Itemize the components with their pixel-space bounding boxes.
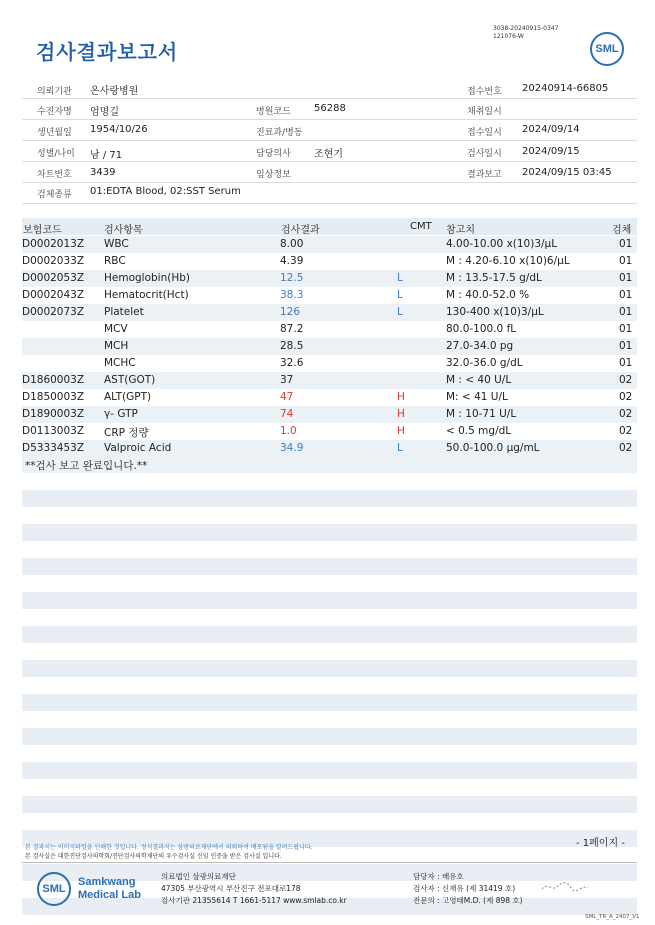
table-row	[22, 270, 637, 287]
examinee-label: 수진자명	[37, 107, 72, 117]
empty-row	[22, 660, 637, 677]
header-result: 검사결과	[281, 225, 320, 236]
test-result: 1.0	[280, 425, 297, 437]
header-specimen: 검체	[612, 225, 632, 236]
image-notice: 본 결과지는 이미지파일을 인쇄한 것입니다. 정식결과지는 삼광의료재단에서 의뢰하여 배포됨을 알려드립니다.	[25, 844, 313, 851]
test-name: Hematocrit(Hct)	[104, 289, 189, 301]
brand-line1: Samkwang	[78, 876, 136, 888]
specimen-code: 01	[619, 289, 633, 301]
reference-range: 80.0-100.0 fL	[446, 323, 517, 335]
dept-label: 진료과/병동	[256, 128, 303, 138]
empty-row	[22, 796, 637, 813]
test-code: D1860003Z	[22, 374, 85, 386]
page-number: - 1페이지 -	[576, 838, 625, 849]
specimen-code: 02	[619, 408, 633, 420]
test-result: 34.9	[280, 442, 304, 454]
signature	[540, 880, 590, 894]
examinee-value: 엄명길	[90, 107, 119, 118]
empty-row	[22, 490, 637, 507]
collect-date-label: 채취일시	[467, 107, 502, 117]
result-flag: H	[397, 425, 405, 437]
accept-date-label: 접수일시	[467, 128, 502, 138]
result-flag: L	[397, 289, 403, 301]
test-result: 74	[280, 408, 294, 420]
test-code: D0002033Z	[22, 255, 85, 267]
specimen-code: 01	[619, 255, 633, 267]
divider	[22, 161, 637, 162]
header-cmt: CMT	[410, 221, 432, 232]
test-name: WBC	[104, 238, 129, 250]
report-date-value: 2024/09/15 03:45	[522, 167, 612, 178]
accept-no-label: 접수번호	[467, 87, 502, 97]
accreditation-notice: 본 검사실은 대한진단검사의학회/진단검사의학재단의 우수검사실 신임 인증을 받은 검사실 입니다.	[25, 853, 282, 860]
table-row	[22, 406, 637, 423]
divider	[22, 182, 637, 183]
sex-age-label: 성별/나이	[37, 149, 75, 159]
reference-range: 50.0-100.0 μg/mL	[446, 442, 540, 454]
form-version: SML_TR_A_2407_V1	[585, 914, 640, 920]
specimen-code: 01	[619, 340, 633, 352]
clinical-label: 임상정보	[256, 170, 291, 180]
birth-value: 1954/10/26	[90, 124, 148, 135]
report-date-label: 결과보고	[467, 170, 502, 180]
empty-row	[22, 728, 637, 745]
reference-range: 130-400 x(10)3/μL	[446, 306, 544, 318]
table-row	[22, 338, 637, 355]
specimen-code: 02	[619, 391, 633, 403]
specimen-code: 01	[619, 323, 633, 335]
accept-date-value: 2024/09/14	[522, 124, 580, 135]
table-row	[22, 372, 637, 389]
reference-range: < 0.5 mg/dL	[446, 425, 512, 437]
result-flag: H	[397, 408, 405, 420]
test-result: 37	[280, 374, 294, 386]
sex-age-value: 남 / 71	[90, 150, 123, 161]
table-row	[22, 304, 637, 321]
test-name: Valproic Acid	[104, 442, 172, 454]
reference-range: M : 40.0-52.0 %	[446, 289, 530, 301]
specimen-code: 01	[619, 272, 633, 284]
document-id	[493, 25, 558, 41]
header-name: 검사항목	[104, 225, 143, 236]
result-flag: H	[397, 391, 405, 403]
brand-line2: Medical Lab	[78, 889, 141, 901]
hospital-code-label: 병원코드	[256, 107, 291, 117]
sml-logo: SML	[590, 32, 624, 66]
test-code: D0002073Z	[22, 306, 85, 318]
test-code: D5333453Z	[22, 442, 85, 454]
doctor-label: 담당의사	[256, 149, 291, 159]
result-flag: L	[397, 272, 403, 284]
table-row	[22, 253, 637, 270]
divider	[22, 98, 637, 99]
hospital-value: 온사랑병원	[90, 86, 139, 97]
specimen-code: 01	[619, 238, 633, 250]
table-row	[22, 423, 637, 440]
test-result: 12.5	[280, 272, 304, 284]
reference-range: M : < 40 U/L	[446, 374, 512, 386]
staff-tester: 검사자 : 신재유 (제 31419 호)	[413, 884, 516, 893]
empty-row	[22, 524, 637, 541]
test-name: Platelet	[104, 306, 144, 318]
empty-row	[22, 558, 637, 575]
test-date-label: 검사일시	[467, 149, 502, 159]
specimen-code: 02	[619, 425, 633, 437]
test-date-value: 2024/09/15	[522, 146, 580, 157]
staff-manager: 담당자 : 배유호	[413, 872, 464, 881]
test-name: CRP 정량	[104, 427, 149, 439]
header-code: 보험코드	[23, 225, 62, 236]
reference-range: 27.0-34.0 pg	[446, 340, 514, 352]
test-name: Hemoglobin(Hb)	[104, 272, 191, 284]
specimen-code: 01	[619, 306, 633, 318]
test-name: RBC	[104, 255, 126, 267]
divider	[22, 203, 637, 204]
test-result: 8.00	[280, 238, 304, 250]
complete-note: **검사 보고 완료입니다.**	[25, 460, 148, 472]
test-result: 32.6	[280, 357, 304, 369]
specimen-code: 02	[619, 374, 633, 386]
reference-range: M : 13.5-17.5 g/dL	[446, 272, 542, 284]
table-row	[22, 236, 637, 253]
test-code: D0002053Z	[22, 272, 85, 284]
empty-row	[22, 626, 637, 643]
test-result: 4.39	[280, 255, 304, 267]
result-flag: L	[397, 442, 403, 454]
footer-sml-logo: SML	[37, 872, 71, 906]
table-row	[22, 321, 637, 338]
test-code: D1890003Z	[22, 408, 85, 420]
staff-specialist: 전문의 : 고영태M.D. (제 898 호)	[413, 896, 523, 905]
empty-row	[22, 694, 637, 711]
accept-no-value: 20240914-66805	[522, 83, 609, 94]
hospital-label: 의뢰기관	[37, 87, 72, 97]
reference-range: 4.00-10.00 x(10)3/μL	[446, 238, 558, 250]
test-name: MCHC	[104, 357, 136, 369]
header-ref: 참고치	[446, 225, 475, 236]
reference-range: 32.0-36.0 g/dL	[446, 357, 523, 369]
chart-label: 차트번호	[37, 170, 72, 180]
org-contact: 검사기관 21355614 T 1661-5117 www.smlab.co.kr	[161, 896, 347, 905]
test-code: D0002013Z	[22, 238, 85, 250]
empty-row	[22, 762, 637, 779]
doctor-value: 조현기	[314, 149, 343, 160]
test-name: MCH	[104, 340, 129, 352]
test-name: ALT(GPT)	[104, 391, 152, 403]
reference-range: M : 4.20-6.10 x(10)6/μL	[446, 255, 570, 267]
table-row	[22, 287, 637, 304]
document-id-line2: 121076-W	[493, 33, 524, 40]
specimen-code: 01	[619, 357, 633, 369]
divider	[22, 862, 637, 863]
org-address: 47305 부산광역시 부산진구 전포대로178	[161, 884, 301, 893]
empty-row	[22, 592, 637, 609]
test-code: D1850003Z	[22, 391, 85, 403]
page-title: 검사결과보고서	[36, 40, 179, 64]
footer-staff-info	[413, 871, 523, 907]
reference-range: M: < 41 U/L	[446, 391, 508, 403]
specimen-label: 검체종류	[37, 190, 72, 200]
specimen-value: 01:EDTA Blood, 02:SST Serum	[90, 186, 241, 197]
specimen-code: 02	[619, 442, 633, 454]
footer-brand	[78, 876, 141, 902]
hospital-code-value: 56288	[314, 103, 346, 114]
test-result: 28.5	[280, 340, 304, 352]
result-flag: L	[397, 306, 403, 318]
test-name: AST(GOT)	[104, 374, 156, 386]
test-code: D0113003Z	[22, 425, 85, 437]
chart-value: 3439	[90, 167, 116, 178]
test-result: 87.2	[280, 323, 304, 335]
test-code: D0002043Z	[22, 289, 85, 301]
divider	[22, 140, 637, 141]
document-id-line1: 3038-20240915-0347	[493, 25, 559, 32]
test-result: 38.3	[280, 289, 304, 301]
reference-range: M : 10-71 U/L	[446, 408, 517, 420]
test-name: γ- GTP	[104, 408, 138, 420]
complete-note-row	[22, 456, 637, 473]
footer-org-info	[161, 871, 347, 907]
test-result: 47	[280, 391, 294, 403]
table-row	[22, 355, 637, 372]
test-name: MCV	[104, 323, 128, 335]
birth-label: 생년월일	[37, 128, 72, 138]
table-row	[22, 440, 637, 457]
org-name: 의료법인 삼광의료재단	[161, 872, 236, 881]
divider	[22, 119, 637, 120]
table-row	[22, 389, 637, 406]
test-result: 126	[280, 306, 301, 318]
